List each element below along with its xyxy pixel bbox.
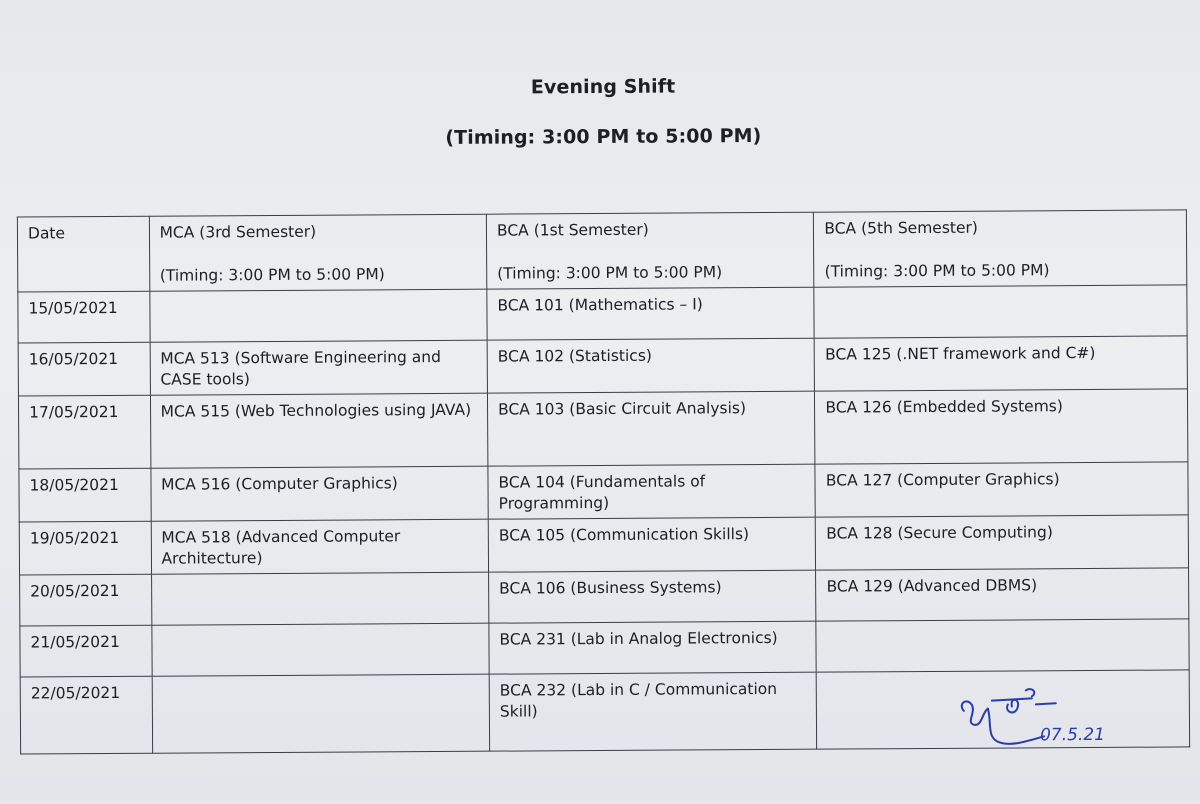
cell-date: 20/05/2021 bbox=[20, 574, 152, 626]
cell-mca bbox=[151, 572, 489, 625]
table-row bbox=[18, 336, 1187, 396]
cell-mca: MCA 516 (Computer Graphics) bbox=[150, 466, 488, 521]
exam-schedule-table bbox=[17, 209, 1190, 754]
table-row bbox=[18, 285, 1187, 343]
header-date: Date bbox=[17, 216, 149, 292]
signature-date: 07.5.21 bbox=[1039, 724, 1106, 746]
cell-bca1: BCA 104 (Fundamentals of Programming) bbox=[488, 464, 816, 519]
cell-date: 16/05/2021 bbox=[18, 342, 150, 396]
cell-date: 21/05/2021 bbox=[20, 625, 152, 677]
cell-bca1: BCA 102 (Statistics) bbox=[487, 338, 815, 393]
cell-bca5: BCA 127 (Computer Graphics) bbox=[815, 462, 1188, 517]
cell-bca1: BCA 232 (Lab in C / Communication Skill) bbox=[489, 672, 817, 751]
cell-bca1: BCA 231 (Lab in Analog Electronics) bbox=[489, 621, 817, 674]
table-row bbox=[20, 568, 1189, 626]
cell-bca5 bbox=[814, 285, 1187, 338]
cell-mca bbox=[151, 623, 489, 676]
header-bca-1: BCA (1st Semester) (Timing: 3:00 PM to 5:00 PM) bbox=[486, 212, 814, 289]
cell-bca1: BCA 103 (Basic Circuit Analysis) bbox=[487, 391, 815, 466]
cell-date: 15/05/2021 bbox=[18, 291, 150, 343]
cell-date: 19/05/2021 bbox=[19, 521, 151, 575]
cell-date: 18/05/2021 bbox=[19, 468, 151, 522]
cell-mca bbox=[152, 674, 490, 753]
cell-bca1: BCA 101 (Mathematics – I) bbox=[487, 287, 815, 340]
table-header-row bbox=[17, 210, 1186, 292]
header-bca-5: BCA (5th Semester) (Timing: 3:00 PM to 5:00 PM) bbox=[814, 210, 1187, 287]
page-subtitle: (Timing: 3:00 PM to 5:00 PM) bbox=[445, 125, 762, 149]
cell-mca bbox=[149, 289, 487, 342]
cell-bca5: BCA 128 (Secure Computing) bbox=[816, 515, 1189, 570]
header-mca: MCA (3rd Semester) (Timing: 3:00 PM to 5:00 PM) bbox=[149, 214, 487, 291]
handwritten-signature bbox=[952, 682, 1142, 763]
cell-mca: MCA 513 (Software Engineering and CASE tools) bbox=[150, 340, 488, 395]
cell-bca5: BCA 129 (Advanced DBMS) bbox=[816, 568, 1189, 621]
table-row bbox=[20, 619, 1189, 677]
table-row bbox=[18, 389, 1187, 469]
cell-date: 22/05/2021 bbox=[20, 676, 152, 754]
cell-bca5: BCA 125 (.NET framework and C#) bbox=[815, 336, 1188, 391]
cell-bca1: BCA 105 (Communication Skills) bbox=[488, 517, 816, 572]
cell-mca: MCA 515 (Web Technologies using JAVA) bbox=[150, 393, 488, 468]
cell-bca5 bbox=[816, 619, 1189, 672]
cell-bca1: BCA 106 (Business Systems) bbox=[489, 570, 817, 623]
cell-date: 17/05/2021 bbox=[18, 395, 150, 469]
page-title: Evening Shift bbox=[530, 75, 676, 99]
table-row bbox=[19, 462, 1188, 522]
table-row bbox=[19, 515, 1188, 575]
cell-mca: MCA 518 (Advanced Computer Architecture) bbox=[151, 519, 489, 574]
cell-bca5: BCA 126 (Embedded Systems) bbox=[815, 389, 1188, 464]
